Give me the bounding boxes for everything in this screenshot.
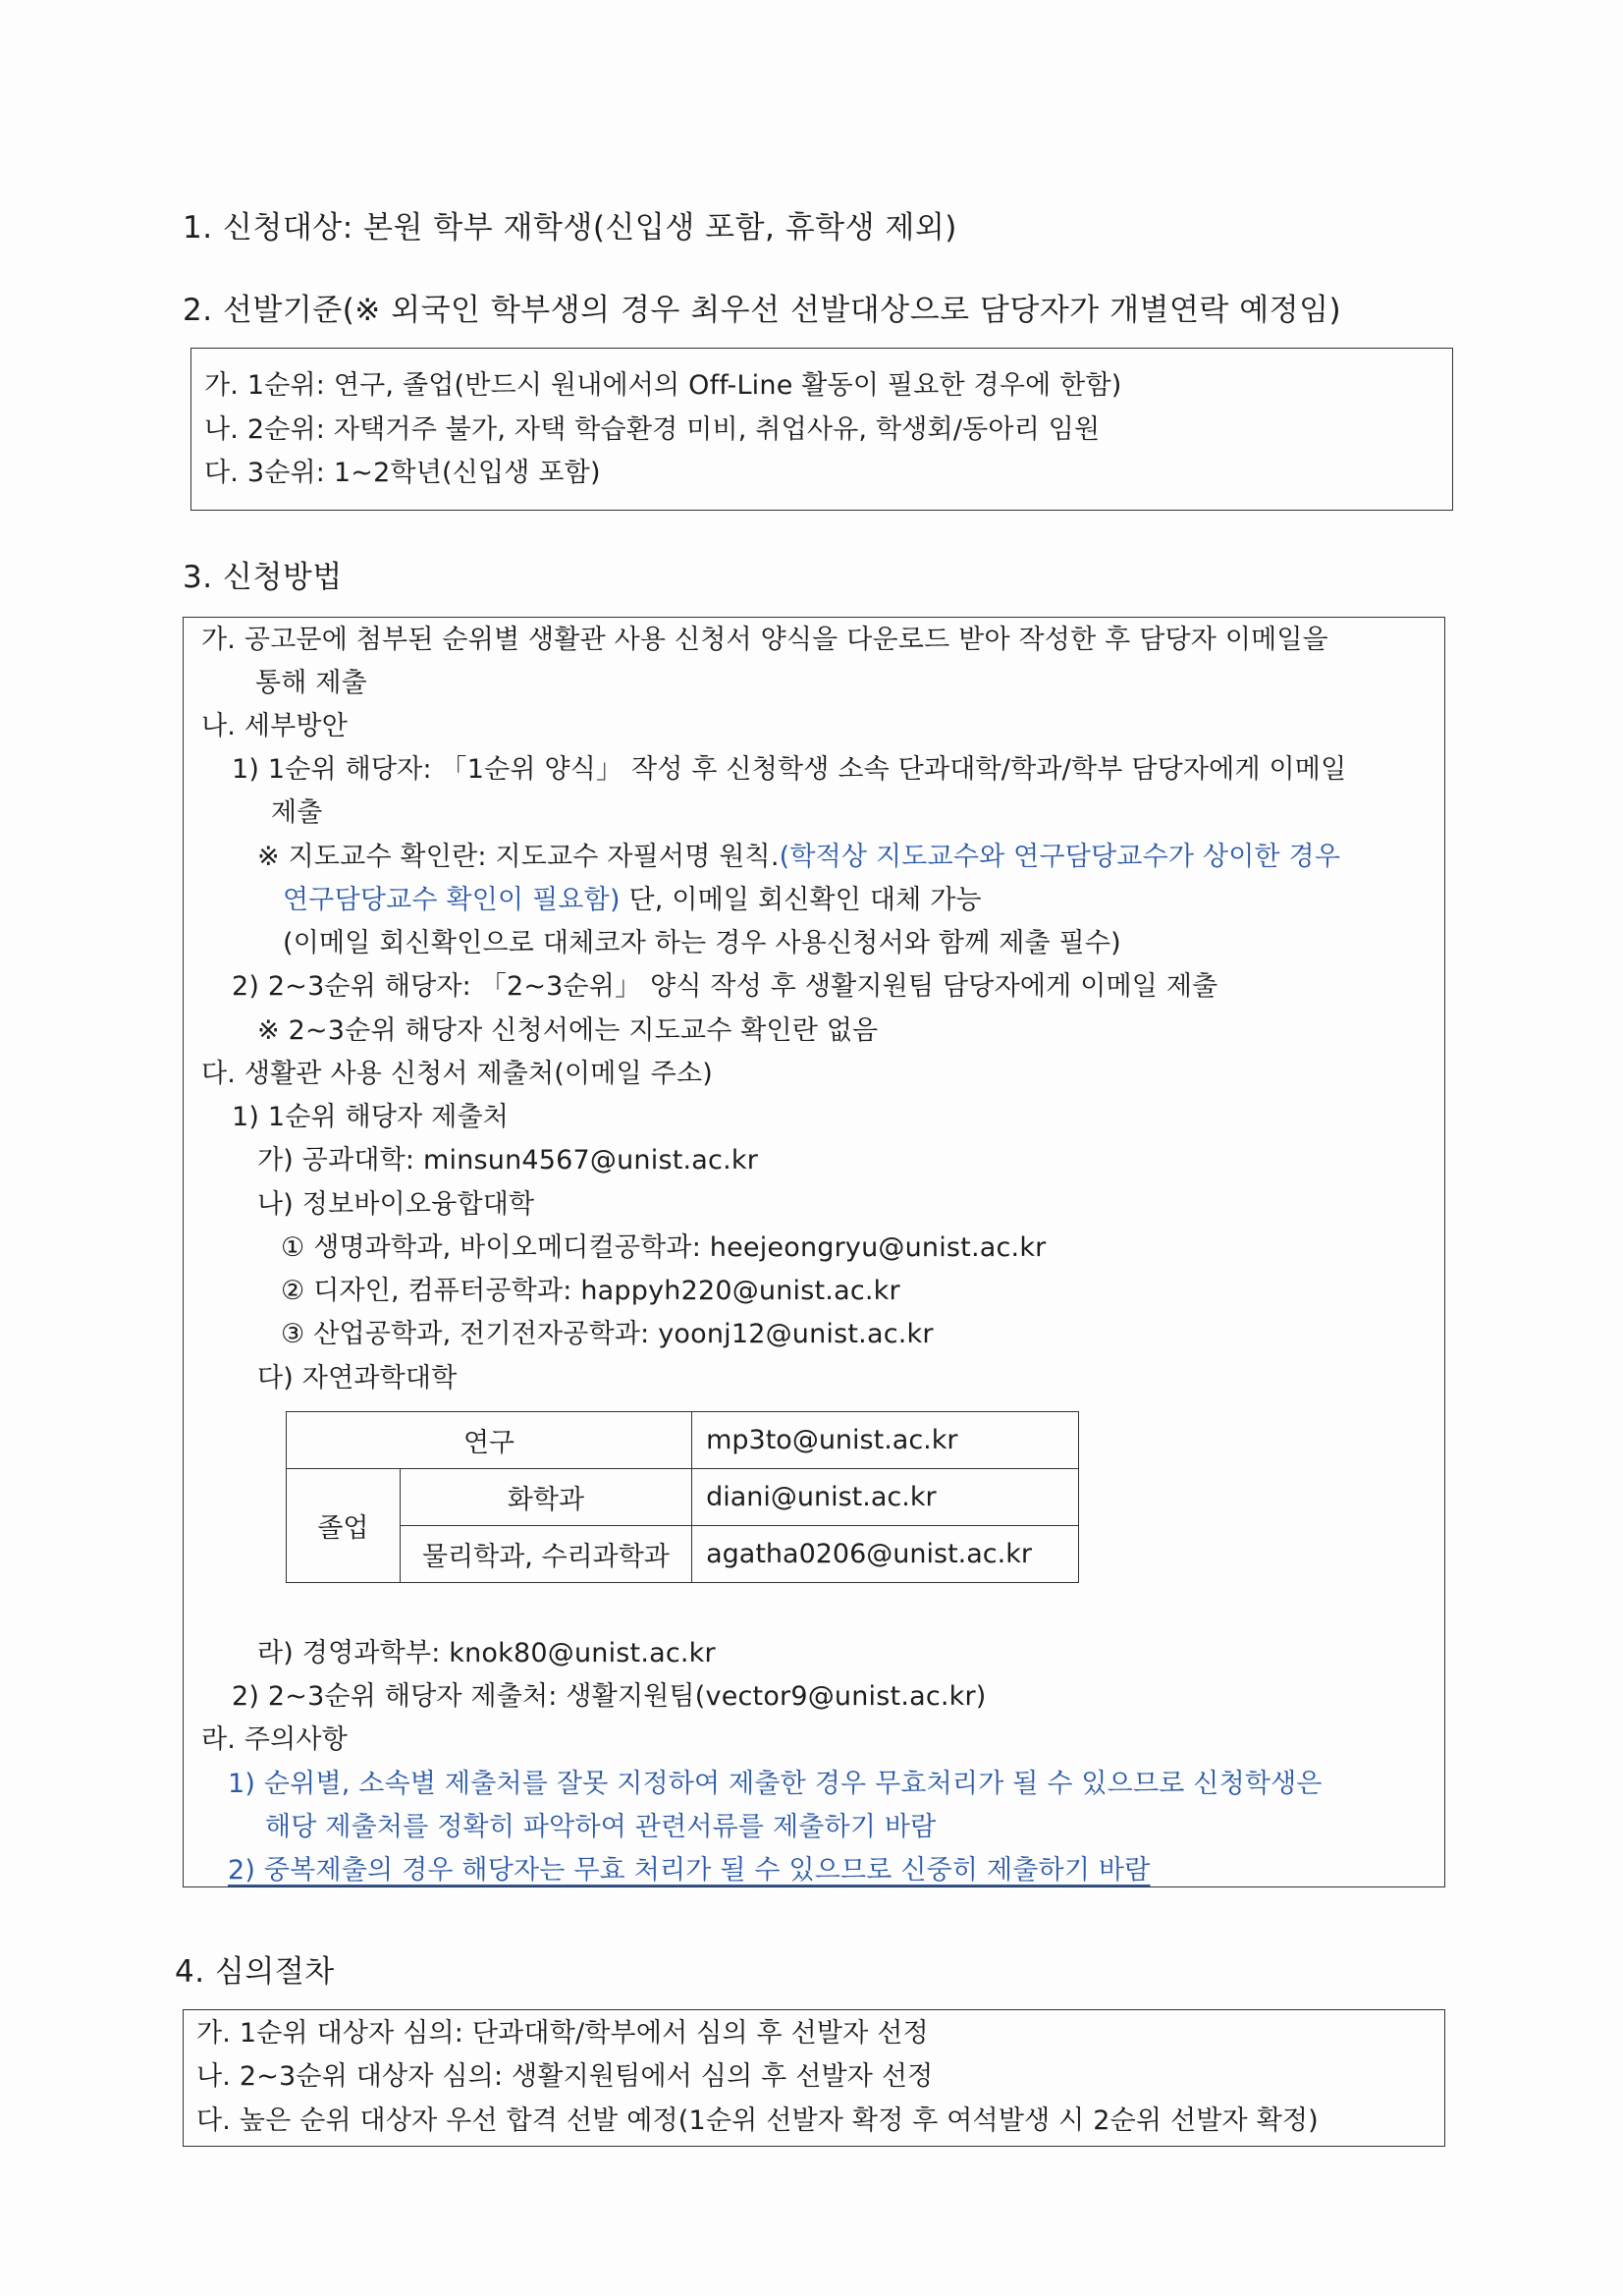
method-line: 나. 세부방안 xyxy=(201,711,348,741)
method-line: 제출 xyxy=(271,797,323,828)
chem-dept-cell: 화학과 xyxy=(400,1469,691,1526)
criteria-line: 나. 2순위: 자택거주 불가, 자택 학습환경 미비, 취업사유, 학생회/동아리 임원 xyxy=(204,414,1101,445)
physmath-email-cell: agatha0206@unist.ac.kr xyxy=(692,1526,1079,1583)
advisor-note-highlight: (학적상 지도교수와 연구담당교수가 상이한 경우 xyxy=(779,842,1341,872)
science-college-table xyxy=(286,1411,1079,1583)
method-line: 통해 제출 xyxy=(255,668,367,698)
method-line: 라. 주의사항 xyxy=(201,1724,348,1755)
caution-line: 해당 제출처를 정확히 파악하여 관련서류를 제출하기 바람 xyxy=(265,1812,937,1842)
method-line: (이메일 회신확인으로 대체코자 하는 경우 사용신청서와 함께 제출 필수) xyxy=(283,928,1121,958)
method-line: 1) 1순위 해당자 제출처 xyxy=(232,1102,510,1132)
advisor-note-text: ※ 지도교수 확인란: 지도교수 자필서명 원칙. xyxy=(257,842,780,872)
research-email-cell: mp3to@unist.ac.kr xyxy=(692,1412,1079,1469)
method-line: 1) 1순위 해당자: 「1순위 양식」 작성 후 신청학생 소속 단과대학/학과/학부 담당자에게 이메일 xyxy=(232,754,1347,785)
criteria-line: 다. 3순위: 1~2학년(신입생 포함) xyxy=(204,458,601,488)
graduation-cell: 졸업 xyxy=(287,1469,401,1583)
advisor-note-line xyxy=(257,844,1340,870)
method-line: ② 디자인, 컴퓨터공학과: happyh220@unist.ac.kr xyxy=(281,1276,900,1306)
section-3-heading: 3. 신청방법 xyxy=(183,560,343,595)
research-cell: 연구 xyxy=(287,1412,692,1469)
method-line: 가) 공과대학: minsun4567@unist.ac.kr xyxy=(257,1145,758,1175)
procedure-line: 가. 1순위 대상자 심의: 단과대학/학부에서 심의 후 선발자 선정 xyxy=(196,2018,929,2049)
method-line: 라) 경영과학부: knok80@unist.ac.kr xyxy=(257,1638,716,1668)
method-line: ① 생명과학과, 바이오메디컬공학과: heejeongryu@unist.ac.kr xyxy=(281,1232,1047,1263)
method-line: 2) 2~3순위 해당자 제출처: 생활지원팀(vector9@unist.ac.kr) xyxy=(232,1681,987,1712)
method-line: 나) 정보바이오융합대학 xyxy=(257,1189,535,1220)
advisor-note-line xyxy=(283,887,982,913)
caution-line: 1) 순위별, 소속별 제출처를 잘못 지정하여 제출한 경우 무효처리가 될 수 있으므로 신청학생은 xyxy=(228,1769,1323,1799)
table-row xyxy=(287,1469,1079,1526)
section-1-heading: 1. 신청대상: 본원 학부 재학생(신입생 포함, 휴학생 제외) xyxy=(183,210,957,246)
method-line: 다) 자연과학대학 xyxy=(257,1363,458,1394)
criteria-line: 가. 1순위: 연구, 졸업(반드시 원내에서의 Off-Line 활동이 필요한 경우에 한함) xyxy=(204,370,1122,401)
procedure-line: 나. 2~3순위 대상자 심의: 생활지원팀에서 심의 후 선발자 선정 xyxy=(196,2061,934,2092)
method-line: ※ 2~3순위 해당자 신청서에는 지도교수 확인란 없음 xyxy=(257,1015,879,1046)
section-4-heading: 4. 심의절차 xyxy=(175,1954,335,1990)
advisor-note-highlight: 연구담당교수 확인이 필요함) xyxy=(283,885,621,915)
physmath-dept-cell: 물리학과, 수리과학과 xyxy=(400,1526,691,1583)
caution-line: 2) 중복제출의 경우 해당자는 무효 처리가 될 수 있으므로 신중히 제출하기 바람 xyxy=(228,1855,1151,1886)
advisor-note-text: 단, 이메일 회신확인 대체 가능 xyxy=(620,885,982,915)
table-row xyxy=(287,1412,1079,1469)
table-row xyxy=(287,1526,1079,1583)
method-line: 2) 2~3순위 해당자: 「2~3순위」 양식 작성 후 생활지원팀 담당자에게 이메일 제출 xyxy=(232,971,1218,1002)
method-line: ③ 산업공학과, 전기전자공학과: yoonj12@unist.ac.kr xyxy=(281,1319,934,1349)
chem-email-cell: diani@unist.ac.kr xyxy=(692,1469,1079,1526)
method-line: 다. 생활관 사용 신청서 제출처(이메일 주소) xyxy=(201,1059,713,1089)
section-2-heading: 2. 선발기준(※ 외국인 학부생의 경우 최우선 선발대상으로 담당자가 개별연락 예정임) xyxy=(183,293,1342,328)
method-line: 가. 공고문에 첨부된 순위별 생활관 사용 신청서 양식을 다운로드 받아 작성한 후 담당자 이메일을 xyxy=(201,625,1328,655)
procedure-line: 다. 높은 순위 대상자 우선 합격 선발 예정(1순위 선발자 확정 후 여석발생 시 2순위 선발자 확정) xyxy=(196,2105,1319,2136)
